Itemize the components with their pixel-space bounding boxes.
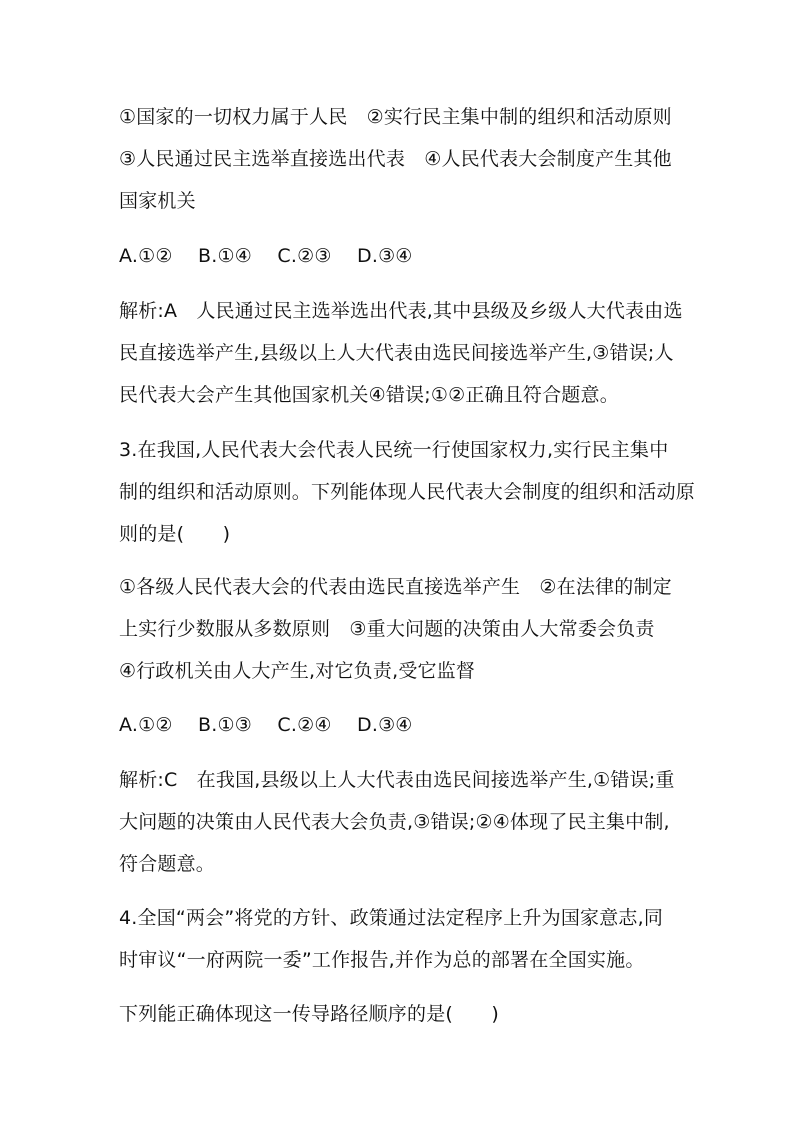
q2-option-line: ①国家的一切权力属于人民 ②实行民主集中制的组织和活动原则	[119, 106, 672, 128]
q2-analysis-line: 解析:A 人民通过民主选举选出代表,其中县级及乡级人大代表由选	[119, 300, 683, 322]
q3-answer-choices: A.①② B.①③ C.②④ D.③④	[119, 714, 413, 736]
q3-option-line: ④行政机关由人大产生,对它负责,受它监督	[119, 660, 476, 682]
q2-answer-choices: A.①② B.①④ C.②③ D.③④	[119, 245, 413, 267]
q3-stem-line: 则的是( )	[119, 523, 231, 545]
q2-option-line: 国家机关	[119, 190, 196, 212]
q2-analysis-line: 民代表大会产生其他国家机关④错误;①②正确且符合题意。	[119, 384, 619, 406]
q3-analysis-line: 大问题的决策由人民代表大会负责,③错误;②④体现了民主集中制,	[119, 811, 670, 833]
q4-stem-line: 下列能正确体现这一传导路径顺序的是( )	[119, 1003, 500, 1025]
q3-stem-line: 3.在我国,人民代表大会代表人民统一行使国家权力,实行民主集中	[119, 439, 669, 461]
q3-option-line: 上实行少数服从多数原则 ③重大问题的决策由人大常委会负责	[119, 618, 655, 640]
q3-stem-line: 制的组织和活动原则。下列能体现人民代表大会制度的组织和活动原	[119, 481, 696, 503]
q3-analysis-line: 解析:C 在我国,县级以上人大代表由选民间接选举产生,①错误;重	[119, 769, 675, 791]
q2-option-line: ③人民通过民主选举直接选出代表 ④人民代表大会制度产生其他	[119, 148, 672, 170]
q4-stem-line: 4.全国“两会”将党的方针、政策通过法定程序上升为国家意志,同	[119, 907, 664, 929]
q3-analysis-line: 符合题意。	[119, 853, 216, 875]
q3-option-line: ①各级人民代表大会的代表由选民直接选举产生 ②在法律的制定	[119, 576, 672, 598]
q4-stem-line: 时审议“一府两院一委”工作报告,并作为总的部署在全国实施。	[119, 949, 645, 971]
q2-analysis-line: 民直接选举产生,县级以上人大代表由选民间接选举产生,③错误;人	[119, 342, 674, 364]
